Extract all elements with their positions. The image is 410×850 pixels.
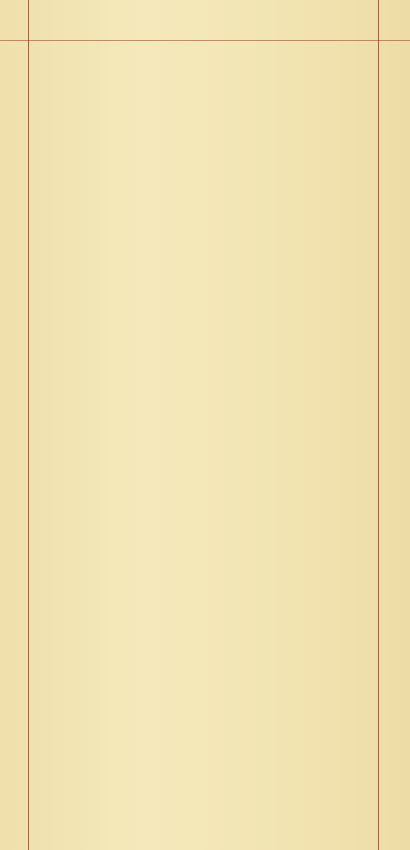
manuscript-line	[30, 208, 375, 242]
manuscript-line	[30, 400, 375, 434]
manuscript-line	[30, 304, 375, 338]
manuscript-line	[30, 144, 375, 178]
manuscript-line	[30, 272, 375, 306]
manuscript-line	[30, 112, 375, 146]
left-margin-rule	[28, 0, 29, 850]
manuscript-line	[30, 496, 375, 530]
manuscript-line	[30, 80, 375, 114]
manuscript-line	[30, 624, 375, 658]
manuscript-line	[30, 528, 375, 562]
manuscript-line	[30, 336, 375, 370]
manuscript-line	[30, 464, 375, 498]
manuscript-line	[30, 432, 375, 466]
manuscript-line	[30, 688, 375, 722]
manuscript-line	[30, 240, 375, 274]
manuscript-line	[30, 560, 375, 594]
manuscript-line	[30, 368, 375, 402]
top-margin-rule	[0, 40, 410, 41]
manuscript-line	[30, 752, 375, 786]
right-margin-rule	[378, 0, 379, 850]
manuscript-line	[30, 656, 375, 690]
manuscript-line	[30, 48, 375, 82]
manuscript-line	[30, 176, 375, 210]
manuscript-line	[30, 592, 375, 626]
manuscript-line	[30, 784, 375, 818]
manuscript-line	[30, 720, 375, 754]
